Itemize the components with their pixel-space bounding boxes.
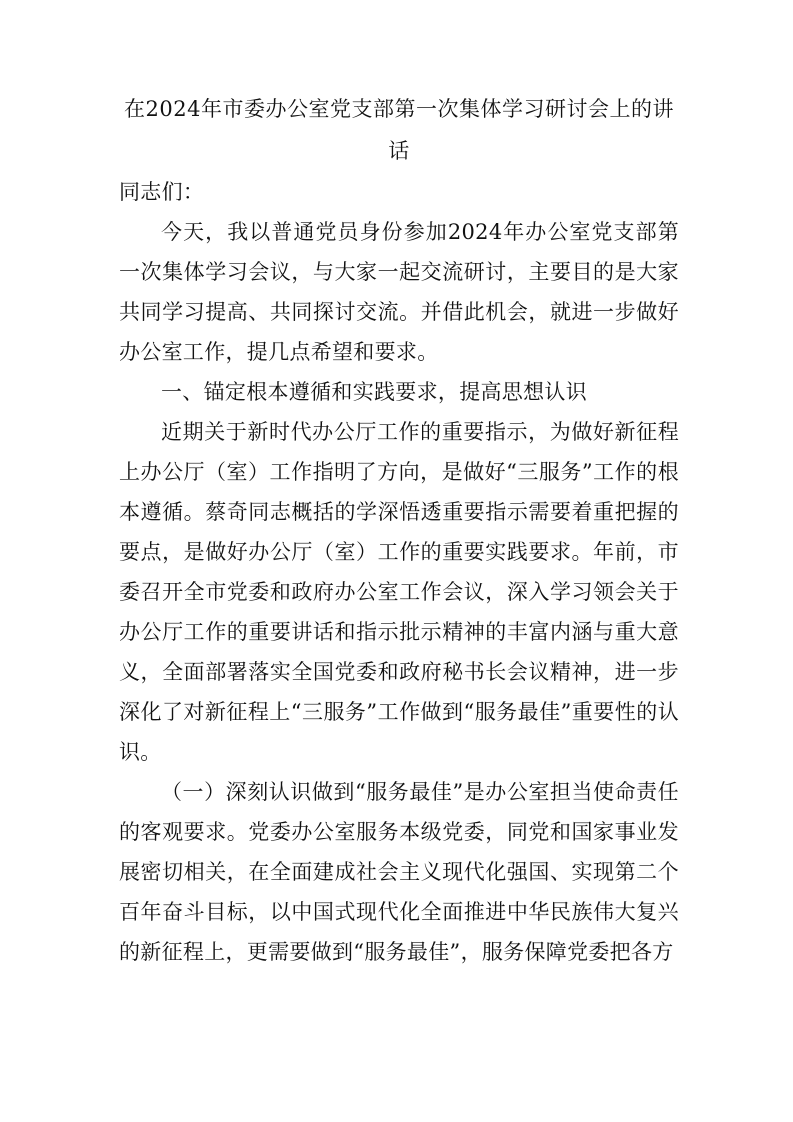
salutation: 同志们： bbox=[119, 180, 205, 204]
document-body bbox=[119, 88, 679, 972]
paragraph-section-1: 近期关于新时代办公厅工作的重要指示，为做好新征程上办公厅（室）工作指明了方向，是做好“三服务”工作的根本遵循。蔡奇同志概括的学深悟透重要指示需要着重把握的要点，是做好办公厅（室）工作的重要实践要求。年前，市委召开全市党委和政府办公室工作会议，深入学习领会关于办公厅工作的重要讲话和指示批示精神的丰富内涵与重大意义，全面部署落实全国党委和政府秘书长会议精神，进一步深化了对新征程上“三服务”工作做到“服务最佳”重要性的认识。 bbox=[119, 420, 679, 764]
section-heading-1: 一、锚定根本遵循和实践要求，提高思想认识 bbox=[161, 380, 587, 404]
document-title: 在2024年市委办公室党支部第一次集体学习研讨会上的讲话 bbox=[124, 97, 674, 163]
paragraph-subsection-1: （一）深刻认识做到“服务最佳”是办公室担当使命责任的客观要求。党委办公室服务本级党委，同党和国家事业发展密切相关，在全面建成社会主义现代化强国、实现第二个百年奋斗目标，以中国式现代化全面推进中华民族伟大复兴的新征程上，更需要做到“服务最佳”，服务保障党委把各方 bbox=[119, 780, 679, 964]
paragraph-intro: 今天，我以普通党员身份参加2024年办公室党支部第一次集体学习会议，与大家一起交流研讨，主要目的是大家共同学习提高、共同探讨交流。并借此机会，就进一步做好办公室工作，提几点希望和要求。 bbox=[119, 220, 679, 364]
